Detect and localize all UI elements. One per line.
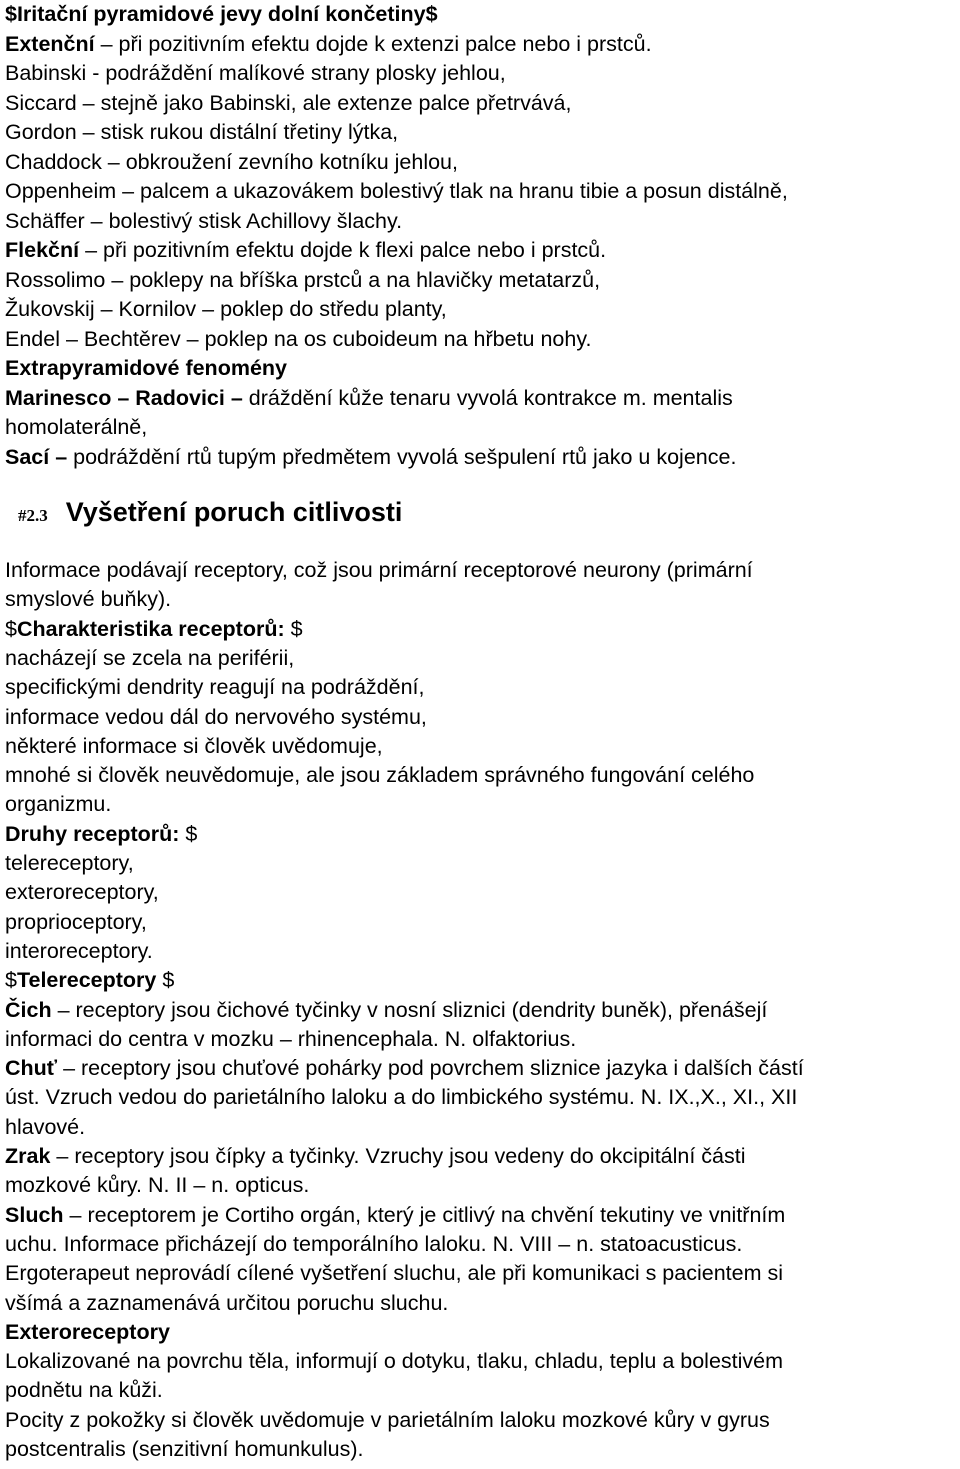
text-line [5, 615, 303, 644]
text-line [5, 996, 767, 1025]
text-line: hlavové. [5, 1114, 86, 1139]
text-line [5, 820, 197, 849]
text-line: $Iritační pyramidové jevy dolní končetiny$ [5, 2, 438, 26]
text-line: uchu. Informace přicházejí do temporálního laloku. N. VIII – n. statoacusticus. [5, 1231, 743, 1256]
definition: podráždění rtů tupým předmětem vyvolá sešpulení rtů jako u kojence. [67, 444, 737, 469]
text-line: Gordon – stisk rukou distální třetiny lýtka, [5, 120, 399, 144]
text-line: některé informace si člověk uvědomuje, [5, 733, 383, 758]
marker: $ [5, 616, 17, 641]
text-line: všímá a zaznamenává určitou poruchu sluchu. [5, 1290, 449, 1315]
text-line: podnětu na kůži. [5, 1378, 163, 1403]
term: Sluch [5, 1202, 64, 1227]
text-line: úst. Vzruch vedou do parietálního laloku a do limbického systému. N. IX.,X., XI., XII [5, 1085, 798, 1110]
text-line: informaci do centra v mozku – rhinencephala. N. olfaktorius. [5, 1026, 577, 1051]
text-line [5, 30, 652, 59]
text-line: Informace podávají receptory, což jsou primární receptorové neurony (primární [5, 558, 753, 582]
text-line: Siccard – stejně jako Babinski, ale extenze palce přetrvává, [5, 90, 572, 115]
text-line [5, 966, 174, 995]
subheading: Extrapyramidové fenomény [5, 356, 287, 380]
term: Zrak [5, 1144, 51, 1168]
text-line [5, 1142, 746, 1171]
text-line: smyslové buňky). [5, 587, 172, 612]
definition: dráždění kůže tenaru vyvolá kontrakce m. mentalis [242, 385, 733, 410]
marker: $ [5, 968, 17, 993]
term: Chuť [5, 1056, 58, 1081]
subheading: Telereceptory [16, 968, 157, 993]
definition: – při pozitivním efektu dojde k flexi palce nebo i prstců. [79, 238, 607, 262]
text-line: proprioceptory, [5, 909, 147, 934]
text-line: Chaddock – obkroužení zevního kotníku jehlou, [5, 149, 458, 174]
section-heading [18, 497, 402, 533]
subheading: Exteroreceptory [5, 1319, 170, 1344]
text-line: Rossolimo – poklepy na bříška prstců a na hlavičky metatarzů, [5, 267, 601, 292]
text-line: organizmu. [5, 792, 112, 817]
text-line: Ergoterapeut neprovádí cílené vyšetření sluchu, ale při komunikaci s pacientem si [5, 1261, 783, 1286]
marker: $ [284, 616, 303, 641]
text-line: telereceptory, [5, 851, 134, 875]
text-line: postcentralis (senzitivní homunkulus). [5, 1437, 364, 1461]
text-line: specifickými dendrity reagují na podráždění, [5, 675, 425, 700]
text-line: Oppenheim – palcem a ukazovákem bolestivý tlak na hranu tibie a posun distálně, [5, 179, 788, 203]
text-line: Babinski - podráždění malíkové strany plosky jehlou, [5, 61, 506, 85]
text-line: interoreceptory. [5, 938, 153, 963]
text-line [5, 1054, 804, 1083]
text-line: Žukovskij – Kornilov – poklep do středu planty, [5, 297, 447, 321]
text-line: Pocity z pokožky si člověk uvědomuje v parietálním laloku mozkové kůry v gyrus [5, 1407, 770, 1432]
text-line [5, 384, 733, 413]
text-line: Schäffer – bolestivý stisk Achillovy šlachy. [5, 208, 403, 233]
text-line: Lokalizované na povrchu těla, informují o dotyku, tlaku, chladu, teplu a bolestivém [5, 1349, 784, 1374]
definition: – při pozitivním efektu dojde k extenzi palce nebo i prstců. [94, 31, 652, 56]
subheading: Charakteristika receptorů: [16, 616, 285, 641]
section-number: #2.3 [18, 506, 48, 525]
definition: – receptory jsou chuťové pohárky pod povrchem sliznice jazyka i dalších částí [57, 1056, 804, 1081]
definition: – receptorem je Cortiho orgán, který je citlivý na chvění tekutiny ve vnitřním [63, 1202, 786, 1227]
marker: $ [179, 821, 198, 846]
text-line: mnohé si člověk neuvědomuje, ale jsou základem správného fungování celého [5, 763, 755, 788]
definition: – receptory jsou čípky a tyčinky. Vzruchy jsou vedeny do okcipitální části [50, 1144, 746, 1168]
term: Extenční [5, 31, 95, 56]
term: Marinesco – Radovici – [5, 385, 243, 410]
marker: $ [156, 968, 175, 993]
text-line: mozkové kůry. N. II – n. opticus. [5, 1173, 310, 1198]
text-line: homolaterálně, [5, 415, 148, 439]
section-title: Vyšetření poruch citlivosti [65, 497, 403, 527]
text-line [5, 236, 606, 265]
term: Sací – [5, 444, 68, 469]
text-line [5, 443, 736, 472]
text-line: nacházejí se zcela na periférii, [5, 645, 295, 670]
subheading: Druhy receptorů: [5, 821, 180, 846]
definition: – receptory jsou čichové tyčinky v nosní sliznici (dendrity buněk), přenášejí [51, 997, 768, 1022]
text-line: Endel – Bechtěrev – poklep na os cuboideum na hřbetu nohy. [5, 326, 592, 351]
term: Čich [5, 997, 52, 1022]
text-line: exteroreceptory, [5, 880, 159, 905]
term: Flekční [5, 238, 80, 262]
text-line [5, 1201, 785, 1230]
text-line: informace vedou dál do nervového systému, [5, 704, 427, 729]
